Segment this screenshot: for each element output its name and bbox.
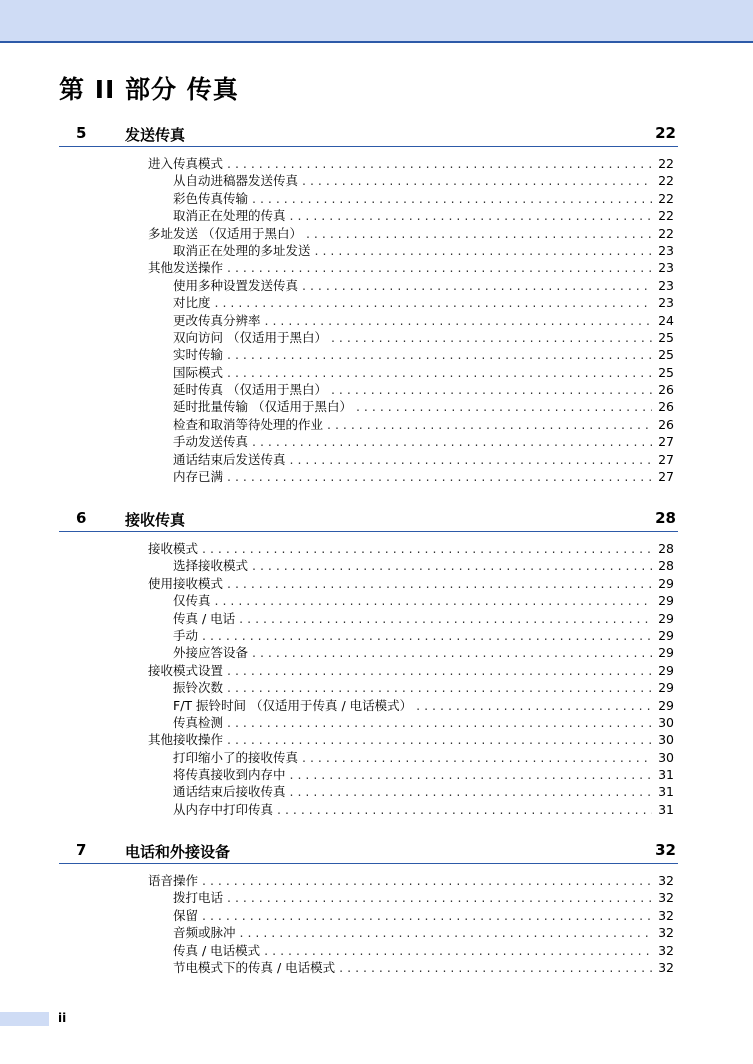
entry-title: 通话结束后接收传真 [173,784,286,800]
toc-subentry[interactable] [59,398,678,415]
dot-leader [302,172,652,189]
entry-page-number: 30 [658,714,674,730]
entry-page-number: 28 [658,541,674,556]
entry-title: 彩色传真传输 [173,190,249,206]
entry-page-number: 32 [658,907,674,923]
dot-leader [290,207,652,224]
entry-title: 使用接收模式 [148,575,224,591]
entry-title: 其他发送操作 [148,260,224,276]
entry-title: 对比度 [173,295,211,311]
entry-title: 延时批量传输 （仅适用于黑白） [173,399,352,415]
entry-page-number: 27 [658,434,674,450]
entry-page-number: 29 [658,575,674,591]
dot-leader [306,225,652,242]
entry-title: 语音操作 [148,873,199,888]
entry-title: 通话结束后发送传真 [173,451,286,467]
entry-title: 节电模式下的传真 / 电话模式 [173,959,336,975]
entry-page-number: 22 [658,208,674,224]
dot-leader [302,277,652,294]
chapter-section [59,839,678,976]
toc-subentry[interactable] [59,959,678,976]
entry-title: 取消正在处理的多址发送 [173,242,311,258]
toc-subentry[interactable] [59,294,678,311]
entry-title: 取消正在处理的传真 [173,208,286,224]
dot-leader [227,662,652,679]
dot-leader [339,959,652,976]
dot-leader [290,451,652,468]
entry-page-number: 23 [658,295,674,311]
entry-page-number: 29 [658,610,674,626]
entry-page-number: 26 [658,416,674,432]
entry-page-number: 32 [658,925,674,941]
entry-page-number: 25 [658,329,674,345]
toc-subentry[interactable] [59,346,678,363]
chapter-page-number: 28 [655,509,676,527]
dot-leader [290,766,652,783]
entry-title: 选择接收模式 [173,558,249,574]
chapter-number: 7 [76,841,87,859]
chapter-section [59,507,678,818]
toc-subentry[interactable] [59,592,678,609]
dot-leader [215,294,652,311]
dot-leader [302,749,652,766]
dot-leader [227,468,652,485]
entry-title: 双向访问 （仅适用于黑白） [173,329,327,345]
entry-page-number: 22 [658,190,674,206]
dot-leader [416,697,652,714]
chapter-number: 5 [76,124,87,142]
dot-leader [227,155,652,172]
entry-title: 内存已满 [173,469,224,485]
dot-leader [227,679,652,696]
entry-page-number: 25 [658,364,674,380]
entry-list [59,540,678,818]
toc-subentry[interactable] [59,714,678,731]
entry-title: 检查和取消等待处理的作业 [173,416,324,432]
entry-title: 从内存中打印传真 [173,801,274,817]
entry-title: 手动 [173,627,199,643]
toc-entry[interactable] [59,540,678,557]
toc-subentry[interactable] [59,468,678,485]
entry-title: 保留 [173,907,199,923]
chapter-page-number: 32 [655,841,676,859]
entry-title: 进入传真模式 [148,156,224,171]
chapter-section [59,122,678,485]
dot-leader [264,942,652,959]
entry-list [59,872,678,976]
entry-page-number: 26 [658,399,674,415]
chapter-heading[interactable] [59,122,678,147]
toc-subentry[interactable] [59,312,678,329]
chapter-title: 电话和外接设备 [125,843,231,861]
chapter-title: 发送传真 [125,126,186,144]
entry-page-number: 24 [658,312,674,328]
dot-leader [227,714,652,731]
entry-title: 更改传真分辨率 [173,312,261,328]
toc-subentry[interactable] [59,277,678,294]
entry-title: 传真检测 [173,714,224,730]
entry-page-number: 29 [658,627,674,643]
entry-page-number: 31 [658,801,674,817]
dot-leader [315,242,652,259]
dot-leader [227,889,652,906]
entry-page-number: 29 [658,697,674,713]
dot-leader [327,416,652,433]
entry-page-number: 32 [658,890,674,906]
toc-subentry[interactable] [59,697,678,714]
dot-leader [227,346,652,363]
toc-subentry[interactable] [59,381,678,398]
toc-subentry[interactable] [59,942,678,959]
dot-leader [277,801,652,818]
entry-title: 传真 / 电话模式 [173,942,261,958]
entry-page-number: 30 [658,732,674,748]
entry-title: 国际模式 [173,364,224,380]
part-title: 第 II 部分 传真 [59,75,239,104]
chapter-page-number: 22 [655,124,676,142]
entry-title: 延时传真 （仅适用于黑白） [173,382,327,398]
entry-page-number: 29 [658,662,674,678]
toc-subentry[interactable] [59,644,678,661]
toc-entry[interactable] [59,731,678,748]
entry-title: 其他接收操作 [148,732,224,748]
header-band [0,0,753,43]
entry-page-number: 28 [658,558,674,574]
entry-page-number: 30 [658,749,674,765]
dot-leader [252,190,652,207]
entry-page-number: 23 [658,260,674,276]
dot-leader [252,644,652,661]
entry-page-number: 22 [658,225,674,241]
toc-subentry[interactable] [59,907,678,924]
toc-subentry[interactable] [59,679,678,696]
dot-leader [202,907,652,924]
entry-title: 实时传输 [173,347,224,363]
chapter-heading[interactable] [59,839,678,864]
dot-leader [215,592,652,609]
entry-title: 拨打电话 [173,890,224,906]
footer-band [0,1012,49,1026]
entry-page-number: 23 [658,277,674,293]
toc-entry[interactable] [59,872,678,889]
toc-entry[interactable] [59,225,678,242]
dot-leader [252,433,652,450]
entry-title: 将传真接收到内存中 [173,767,286,783]
entry-title: 接收模式 [148,541,199,556]
chapter-title: 接收传真 [125,511,186,529]
entry-page-number: 26 [658,382,674,398]
toc-subentry[interactable] [59,783,678,800]
entry-page-number: 22 [658,156,674,171]
entry-page-number: 25 [658,347,674,363]
toc-subentry[interactable] [59,207,678,224]
dot-leader [240,924,652,941]
toc-subentry[interactable] [59,924,678,941]
toc-entry[interactable] [59,259,678,276]
entry-title: 音频或脉冲 [173,925,236,941]
entry-title: 手动发送传真 [173,434,249,450]
entry-title: 接收模式设置 [148,662,224,678]
entry-page-number: 31 [658,767,674,783]
dot-leader [239,610,652,627]
toc-subentry[interactable] [59,749,678,766]
dot-leader [227,364,652,381]
dot-leader [202,627,652,644]
toc-subentry[interactable] [59,766,678,783]
page-number: ii [58,1011,67,1025]
dot-leader [202,872,652,889]
entry-title: 外接应答设备 [173,645,249,661]
entry-title: 使用多种设置发送传真 [173,277,299,293]
entry-page-number: 27 [658,451,674,467]
entry-page-number: 29 [658,680,674,696]
toc-entry[interactable] [59,155,678,172]
toc-subentry[interactable] [59,172,678,189]
dot-leader [202,540,652,557]
entry-page-number: 29 [658,593,674,609]
entry-page-number: 22 [658,173,674,189]
entry-title: 多址发送 （仅适用于黑白） [148,225,302,241]
toc-entry[interactable] [59,662,678,679]
entry-page-number: 23 [658,242,674,258]
entry-page-number: 31 [658,784,674,800]
dot-leader [331,381,652,398]
dot-leader [290,783,652,800]
entry-title: F/T 振铃时间 （仅适用于传真 / 电话模式） [173,697,413,713]
entry-title: 振铃次数 [173,680,224,696]
entry-title: 传真 / 电话 [173,610,236,626]
entry-page-number: 32 [658,873,674,888]
toc-subentry[interactable] [59,557,678,574]
entry-title: 从自动进稿器发送传真 [173,173,299,189]
chapter-heading[interactable] [59,507,678,532]
dot-leader [227,575,652,592]
toc-subentry[interactable] [59,242,678,259]
toc-entry[interactable] [59,575,678,592]
toc-subentry[interactable] [59,190,678,207]
toc-subentry[interactable] [59,627,678,644]
toc-subentry[interactable] [59,329,678,346]
entry-page-number: 27 [658,469,674,485]
dot-leader [331,329,652,346]
entry-list [59,155,678,485]
toc-subentry[interactable] [59,801,678,818]
toc-subentry[interactable] [59,416,678,433]
dot-leader [356,398,652,415]
dot-leader [252,557,652,574]
toc-subentry[interactable] [59,451,678,468]
toc-subentry[interactable] [59,364,678,381]
chapter-number: 6 [76,509,87,527]
toc-subentry[interactable] [59,889,678,906]
dot-leader [227,731,652,748]
entry-page-number: 29 [658,645,674,661]
entry-page-number: 32 [658,942,674,958]
entry-title: 打印缩小了的接收传真 [173,749,299,765]
toc-subentry[interactable] [59,610,678,627]
entry-title: 仅传真 [173,593,211,609]
dot-leader [265,312,652,329]
toc-subentry[interactable] [59,433,678,450]
dot-leader [227,259,652,276]
entry-page-number: 32 [658,959,674,975]
